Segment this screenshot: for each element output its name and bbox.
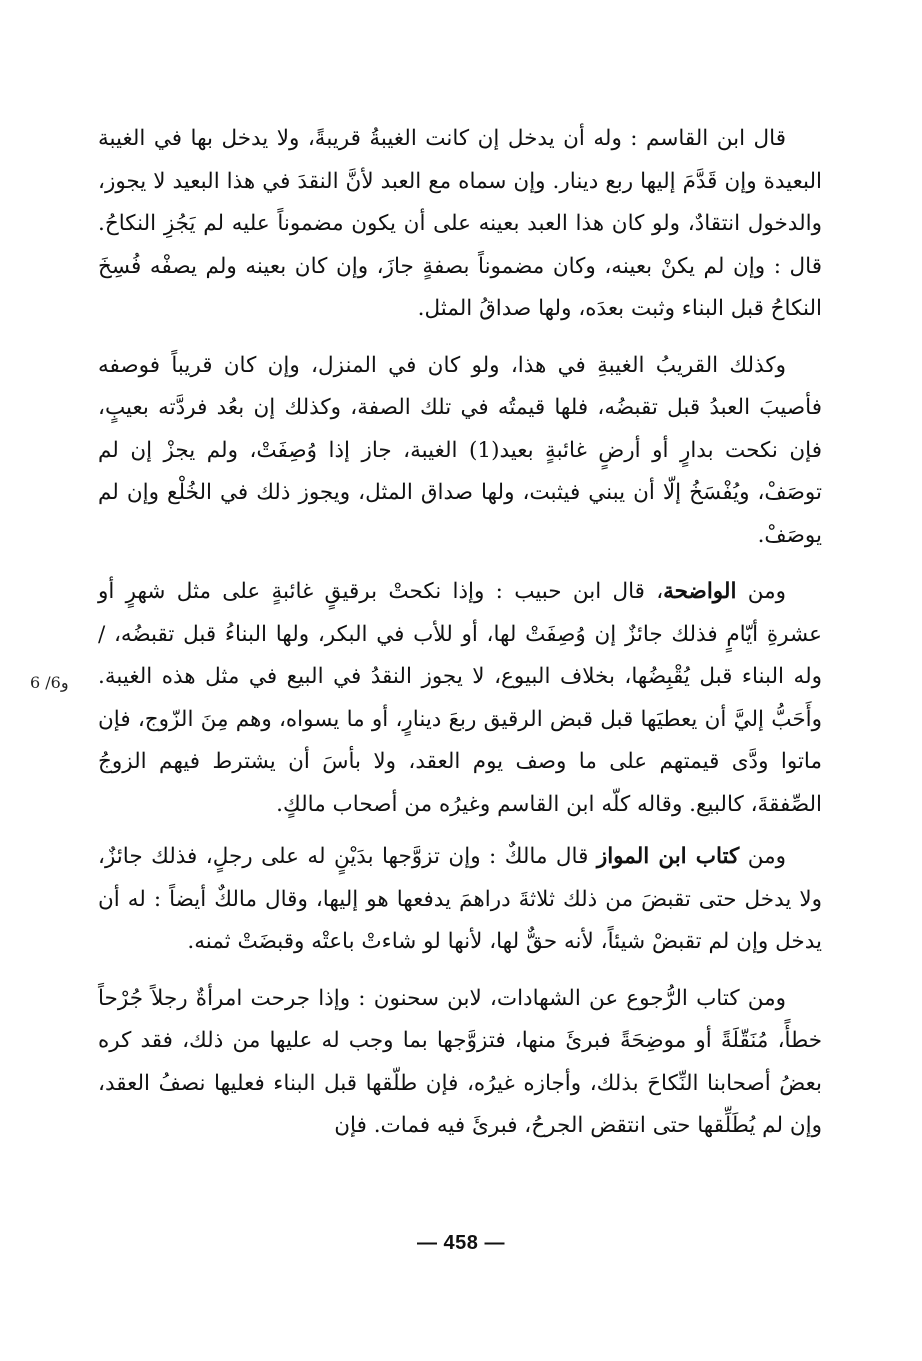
paragraph-3-body: ، قال ابن حبيب : وإذا نكحتْ برقيقٍ غائبةٍ على مثل شهرٍ أو عشرةِ أيّامٍ فذلك جائزٌ إن وُصِفَتْ لها، أو للأب في البكر، ولها البناءُ قبل تقبضُه، / وله البناء قبل يُقْبِضُها، بخلاف البيوع، لا يجوز النقدُ في البيع في مثل هذه الغيبة. وأَحَبُّ إليَّ أن يعطيَها قبل قبض الرقيق ربعَ دينارٍ، أو ما يسواه، وهم مِنَ الزّوج، فإن ماتوا ودَّى قيمتهم على ما وصف يوم العقد، ولا بأسَ أن يشترط فيهم الزوجُ الصِّفقةَ، كالبيع. وقاله كلّه ابن القاسم وغيرُه من أصحاب مالكٍ. <box>98 579 822 817</box>
page-number: — 458 — <box>417 1232 505 1254</box>
paragraph-4-body: قال مالكٌ : وإن تزوَّجها بدَيْنٍ له على رجلٍ، فذلك جائزٌ، ولا يدخل حتى تقبضَ من ذلك ثلاثةَ دراهمَ يدفعها هو إليها، وقال مالكٌ أيضاً : له أن يدخل وإن لم تقبضْ شيئاً، لأنه حقٌّ لها، لأنها لو شاءتْ باعتْه وقبضَتْ ثمنه. <box>98 844 822 954</box>
paragraph-4-source-title: كتاب ابن المواز <box>596 844 740 869</box>
paragraph-1: قال ابن القاسم : وله أن يدخل إن كانت الغيبةُ قريبةً، ولا يدخل بها في الغيبة البعيدة وإن قَدَّمَ إليها ربع دينار. وإن سماه مع العبد لأنَّ النقدَ في هذا البعيد لا يجوز، والدخول انتقادٌ، ولو كان هذا العبد بعينه على أن يكون مضموناً عليه لم يَجُزِ النكاحُ. قال : وإن لم يكنْ بعينه، وكان مضموناً بصفةٍ جازَ، وإن كان بعينه ولم يصفْه فُسِخَ النكاحُ قبل البناء وثبت بعدَه، ولها صداقُ المثل. <box>98 126 822 321</box>
paragraph-5: ومن كتاب الرُّجوع عن الشهادات، لابن سحنون : وإذا جرحت امرأةٌ رجلاً جُرْحاً خطأً، مُنَقّلَةً أو موضِحَةً فبرئَ منها، فتزوَّجها بما وجب له عليها من ذلك، فقد كره بعضُ أصحابنا النِّكاحَ بذلك، وأجازه غيرُه، فإن طلّقها قبل البناء فعليها نصفُ العقد، وإن لم يُطَلِّقها حتى انتقض الجرحُ، فبرئَ فيه فمات. فإن <box>98 985 822 1138</box>
paragraph-2: وكذلك القريبُ الغيبةِ في هذا، ولو كان في المنزل، وإن كان قريباً فوصفه فأصيبَ العبدُ قبل تقبضُه، فلها قيمتُه في تلك الصفة، وكذلك إن بعُد فردَّته بعيبٍ، فإن نكحت بدارٍ أو أرضٍ غائبةٍ بعيد(1) الغيبة، جاز إذا وُصِفَتْ، ولم يجزْ إن لم توصَفْ، ويُفْسَخُ إلّا أن يبني فيثبت، ولها صداق المثل، ويجوز ذلك في الخُلْع وإن لم يوصَفْ. <box>98 352 822 548</box>
page-body <box>98 118 822 1162</box>
paragraph-4 <box>98 836 822 964</box>
folio-margin-note: 6 /6و <box>30 673 69 692</box>
paragraph-3-source-title: الواضحة <box>663 579 737 604</box>
paragraph-3 <box>98 571 822 826</box>
paragraph-4-before: ومن <box>739 844 786 869</box>
paragraph-3-before: ومن <box>736 579 786 604</box>
